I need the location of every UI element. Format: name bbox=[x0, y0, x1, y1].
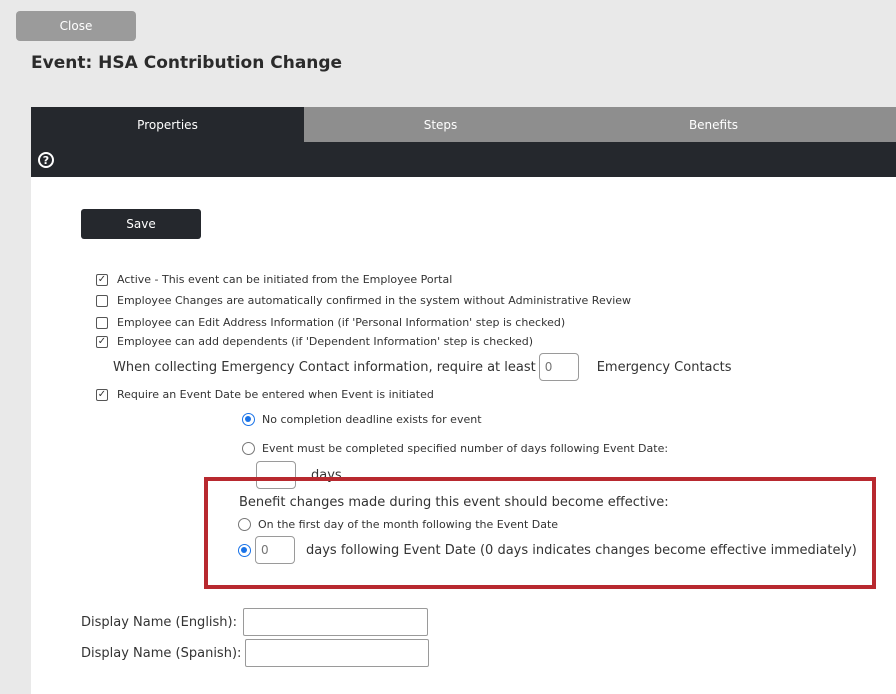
option-auto-confirm-label: Employee Changes are automatically confirmed in the system without Administrative Review bbox=[117, 294, 632, 307]
display-name-english-input[interactable] bbox=[243, 608, 428, 636]
tab-bar-filler bbox=[850, 107, 896, 142]
checkbox-add-dependents[interactable]: ✓ bbox=[97, 335, 107, 347]
radio-no-deadline-row[interactable] bbox=[242, 413, 482, 426]
option-add-dependents[interactable] bbox=[96, 335, 533, 348]
display-name-spanish-input[interactable] bbox=[245, 639, 429, 667]
option-edit-address[interactable] bbox=[96, 316, 565, 329]
checkbox-auto-confirm[interactable] bbox=[96, 295, 108, 307]
radio-days-following[interactable] bbox=[238, 544, 251, 557]
tab-properties[interactable]: Properties bbox=[31, 107, 304, 142]
option-event-date-label: Require an Event Date be entered when Event is initiated bbox=[117, 388, 434, 401]
emergency-suffix-label: Emergency Contacts bbox=[596, 359, 732, 375]
radio-days-deadline[interactable] bbox=[242, 442, 255, 455]
close-button[interactable]: Close bbox=[16, 11, 136, 41]
effective-heading-row bbox=[239, 495, 669, 510]
checkbox-event-date[interactable]: ✓ bbox=[97, 388, 107, 400]
display-name-spanish-row bbox=[81, 639, 429, 667]
properties-panel bbox=[31, 177, 896, 694]
radio-first-day-row[interactable] bbox=[238, 518, 558, 531]
emergency-contacts-input[interactable] bbox=[539, 353, 579, 381]
radio-first-day[interactable] bbox=[238, 518, 251, 531]
radio-no-deadline[interactable] bbox=[242, 413, 255, 426]
checkbox-active[interactable]: ✓ bbox=[97, 273, 107, 285]
option-add-dependents-label: Employee can add dependents (if 'Dependent Information' step is checked) bbox=[117, 335, 534, 348]
option-event-date[interactable] bbox=[96, 388, 434, 401]
display-name-spanish-label: Display Name (Spanish): bbox=[81, 645, 242, 661]
save-button[interactable]: Save bbox=[81, 209, 201, 239]
tab-bar bbox=[31, 107, 896, 142]
question-circle-icon[interactable]: ? bbox=[38, 152, 54, 168]
radio-first-day-label: On the first day of the month following the Event Date bbox=[258, 518, 559, 531]
days-following-label: days following Event Date (0 days indicates changes become effective immediately) bbox=[306, 542, 857, 558]
option-edit-address-label: Employee can Edit Address Information (if 'Personal Information' step is checked) bbox=[117, 316, 566, 329]
effective-days-input[interactable] bbox=[255, 536, 295, 564]
display-name-english-label: Display Name (English): bbox=[81, 614, 237, 630]
effective-date-highlight bbox=[204, 477, 876, 589]
tab-steps[interactable]: Steps bbox=[423, 117, 458, 132]
option-auto-confirm[interactable] bbox=[96, 294, 631, 307]
radio-days-deadline-label: Event must be completed specified number of days following Event Date: bbox=[262, 442, 669, 455]
emergency-prefix-label: When collecting Emergency Contact information, require at least bbox=[113, 359, 536, 375]
effective-heading: Benefit changes made during this event should become effective: bbox=[239, 495, 669, 510]
deadline-days-unit: days bbox=[311, 467, 342, 483]
option-active[interactable] bbox=[96, 273, 452, 286]
radio-days-following-row[interactable] bbox=[238, 536, 857, 564]
display-name-english-row bbox=[81, 608, 428, 636]
radio-no-deadline-label: No completion deadline exists for event bbox=[262, 413, 482, 426]
checkbox-edit-address[interactable] bbox=[96, 317, 108, 329]
help-bar bbox=[31, 142, 896, 177]
tab-benefits[interactable]: Benefits bbox=[688, 117, 739, 132]
option-active-label: Active - This event can be initiated from the Employee Portal bbox=[117, 273, 453, 286]
page-title: Event: HSA Contribution Change bbox=[31, 53, 343, 73]
radio-days-deadline-row[interactable] bbox=[242, 442, 668, 455]
emergency-contacts-row bbox=[113, 353, 732, 381]
